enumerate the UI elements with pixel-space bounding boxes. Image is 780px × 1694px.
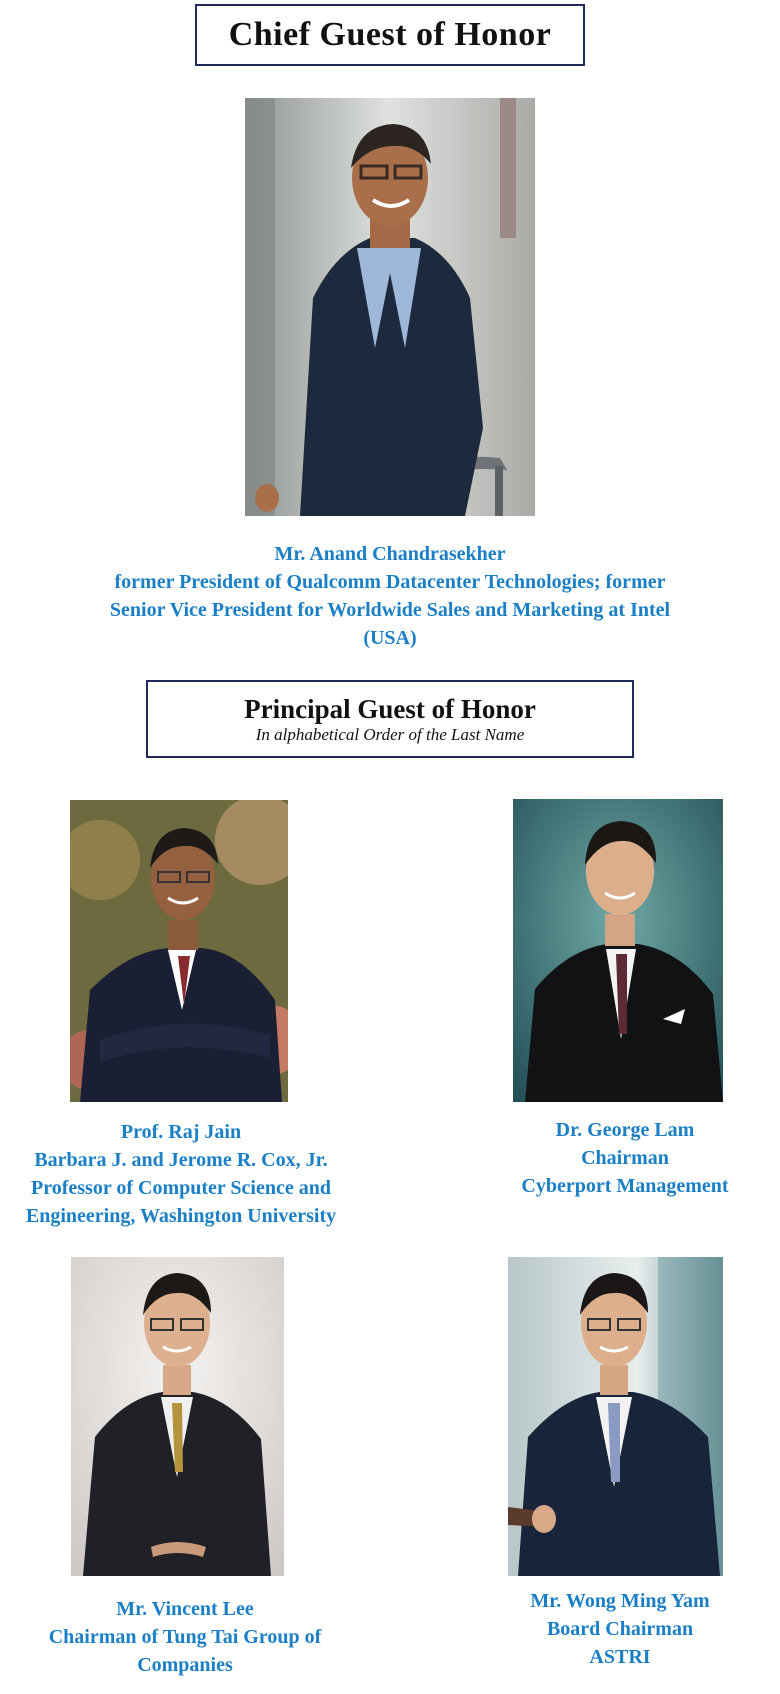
guest-name: Prof. Raj Jain bbox=[120, 1121, 242, 1143]
guest-title-line: ASTRI bbox=[589, 1646, 651, 1668]
guest-caption-wong-ming-yam bbox=[490, 1587, 750, 1671]
chief-guest-heading: Chief Guest of Honor bbox=[228, 16, 552, 53]
chief-guest-name: Mr. Anand Chandrasekher bbox=[274, 543, 506, 565]
guest-title-line: Barbara J. and Jerome R. Cox, Jr. bbox=[34, 1149, 328, 1171]
chief-guest-title-line: former President of Qualcomm Datacenter Technologies; former bbox=[114, 571, 666, 593]
guest-title-line: Board Chairman bbox=[546, 1618, 694, 1640]
guest-photo-wong-ming-yam bbox=[508, 1257, 723, 1576]
guest-photo-raj-jain bbox=[70, 800, 288, 1102]
chief-guest-heading-box bbox=[195, 4, 585, 66]
guest-title-line: Chairman bbox=[581, 1147, 669, 1169]
guest-name: Mr. Vincent Lee bbox=[116, 1598, 254, 1620]
guest-title-line: Chairman of Tung Tai Group of bbox=[48, 1626, 322, 1648]
guest-title-line: Engineering, Washington University bbox=[25, 1205, 337, 1227]
principal-guest-subheading: In alphabetical Order of the Last Name bbox=[255, 725, 525, 744]
guest-photo-vincent-lee bbox=[71, 1257, 284, 1576]
principal-guest-heading-box bbox=[146, 680, 634, 758]
guest-caption-george-lam bbox=[500, 1116, 750, 1200]
chief-guest-photo bbox=[245, 98, 535, 516]
guest-name: Mr. Wong Ming Yam bbox=[530, 1590, 710, 1612]
guest-title-line: Companies bbox=[137, 1654, 233, 1676]
chief-guest-title-line: Senior Vice President for Worldwide Sales and Marketing at Intel bbox=[109, 599, 671, 621]
guest-name: Dr. George Lam bbox=[555, 1119, 695, 1141]
guest-caption-raj-jain bbox=[0, 1118, 362, 1230]
chief-guest-caption bbox=[40, 540, 740, 652]
guest-title-line: Cyberport Management bbox=[521, 1175, 729, 1197]
chief-guest-title-line: (USA) bbox=[363, 627, 417, 649]
guest-caption-vincent-lee bbox=[20, 1595, 350, 1679]
principal-guest-heading: Principal Guest of Honor bbox=[244, 694, 536, 724]
guest-photo-george-lam bbox=[513, 799, 723, 1102]
guest-title-line: Professor of Computer Science and bbox=[31, 1177, 331, 1199]
